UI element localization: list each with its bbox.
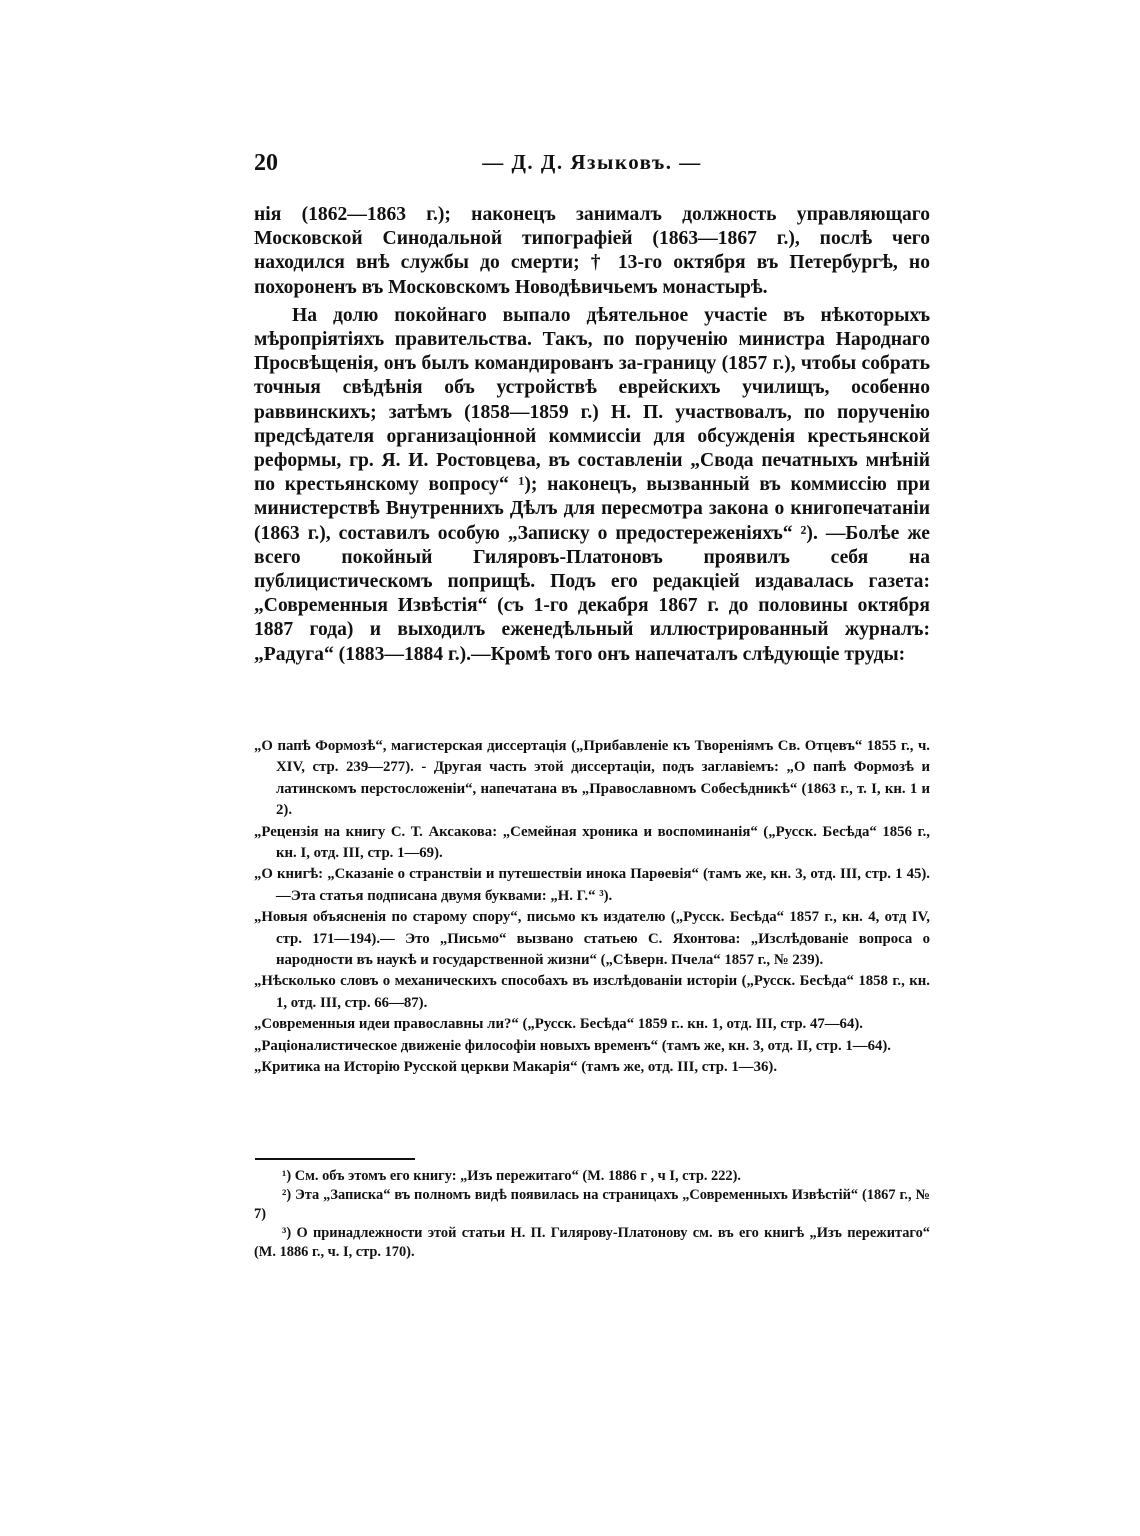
works-list-item: „Критика на Исторію Русской церкви Макарія“ (тамъ же, отд. III, стр. 1—36).	[254, 1059, 778, 1076]
paragraph: нія (1862—1863 г.); наконецъ занималъ должность управляющаго Московской Синодальной типографіей (1863—1867 г.), послѣ чего находился внѣ службы до смерти; † 13-го октября въ Петербургѣ, но похороненъ въ Московскомъ Новодѣвичьемъ монастырѣ.	[254, 204, 930, 298]
works-list	[254, 736, 930, 1079]
works-list-item: „Новыя объясненія по старому спору“, письмо къ издателю („Русск. Бесѣда“ 1857 г., кн. 4, отд IV, стр. 171—194).— Это „Письмо“ вызвано статьею С. Яхонтова: „Изслѣдованіе вопроса о народности въ наукѣ и государственной жизни“ („Сѣверн. Пчела“ 1857 г., № 239).	[254, 909, 930, 969]
works-list-item: „Нѣсколько словъ о механическихъ способахъ въ изслѣдованіи исторіи („Русск. Бесѣда“ 1858 г., кн. 1, отд. III, стр. 66—87).	[254, 973, 930, 1011]
paragraph: На долю покойнаго выпало дѣятельное участіе въ нѣкоторыхъ мѣропріятіяхъ правительства. Такъ, по порученію министра Народнаго Просвѣщенія, онъ былъ командированъ за-границу (1857 г.), чтобы собрать точныя свѣдѣнія объ устройствѣ еврейскихъ училищъ, особенно раввинскихъ; затѣмъ (1858—1859 г.) Н. П. участвовалъ, по порученію предсѣдателя организаціонной коммиссіи для обсужденія крестьянской реформы, гр. Я. И. Ростовцева, въ составленіи „Свода печатныхъ мнѣній по крестьянскому вопросу“ ¹); наконецъ, вызванный въ коммиссію при министерствѣ Внутреннихъ Дѣлъ для пересмотра закона о книгопечатаніи (1863 г.), составилъ особую „Записку о предостереженіяхъ“ ²). —Болѣе же всего покойный Гиляровъ-Платоновъ проявилъ себя на публицистическомъ поприщѣ. Подъ его редакціей издавалась газета: „Современныя Извѣстія“ (съ 1-го декабря 1867 г. до половины октября 1887 года) и выходилъ еженедѣльный иллюстрированный журналъ: „Радуга“ (1883—1884 г.).—Кромѣ того онъ напечаталъ слѣдующіе труды:	[254, 304, 930, 665]
footnotes	[254, 1167, 930, 1262]
works-list-item: „Раціоналистическое движеніе философіи новыхъ временъ“ (тамъ же, кн. 3, отд. II, стр. 1—64).	[254, 1037, 891, 1054]
works-list-item: „Современныя идеи православны ли?“ („Русск. Бесѣда“ 1859 г.. кн. 1, отд. III, стр. 47—64).	[254, 1016, 863, 1033]
page-header	[254, 148, 930, 188]
page-number: 20	[254, 150, 278, 176]
main-text	[254, 203, 930, 667]
footnote: ¹) См. объ этомъ его книгу: „Изъ пережитаго“ (М. 1886 г , ч I, стр. 222).	[282, 1168, 741, 1184]
works-list-item: „О папѣ Формозѣ“, магистерская диссертація („Прибавленіе къ Твореніямъ Св. Отцевъ“ 1855 г., ч. XIV, стр. 239—277). - Другая часть этой диссертаціи, подъ заглавіемъ: „О папѣ Формозѣ и латинскомъ перстосложеніи“, напечатана въ „Православномъ Собесѣдникѣ“ (1863 г., т. I, кн. 1 и 2).	[254, 738, 930, 819]
works-list-item: „Рецензія на книгу С. Т. Аксакова: „Семейная хроника и воспоминанія“ („Русск. Бесѣда“ 1856 г., кн. I, отд. III, стр. 1—69).	[254, 823, 930, 862]
footnote-divider	[255, 1158, 415, 1160]
running-title: — Д. Д. Языковъ. —	[482, 150, 702, 174]
works-list-item: „О книгѣ: „Сказаніе о странствіи и путешествіи инока Парѳевія“ (тамъ же, кн. 3, отд. III, стр. 1 45).—Эта статья подписана двумя буквами: „Н. Г.“ ³).	[254, 866, 930, 904]
footnote: ²) Эта „Записка“ въ полномъ видѣ появилась на страницахъ „Современныхъ Извѣстій“ (1867 г., № 7)	[254, 1187, 930, 1222]
footnote: ³) О принадлежности этой статьи Н. П. Гилярову-Платонову см. въ его книгѣ „Изъ пережитаго“ (М. 1886 г., ч. I, стр. 170).	[254, 1225, 930, 1260]
